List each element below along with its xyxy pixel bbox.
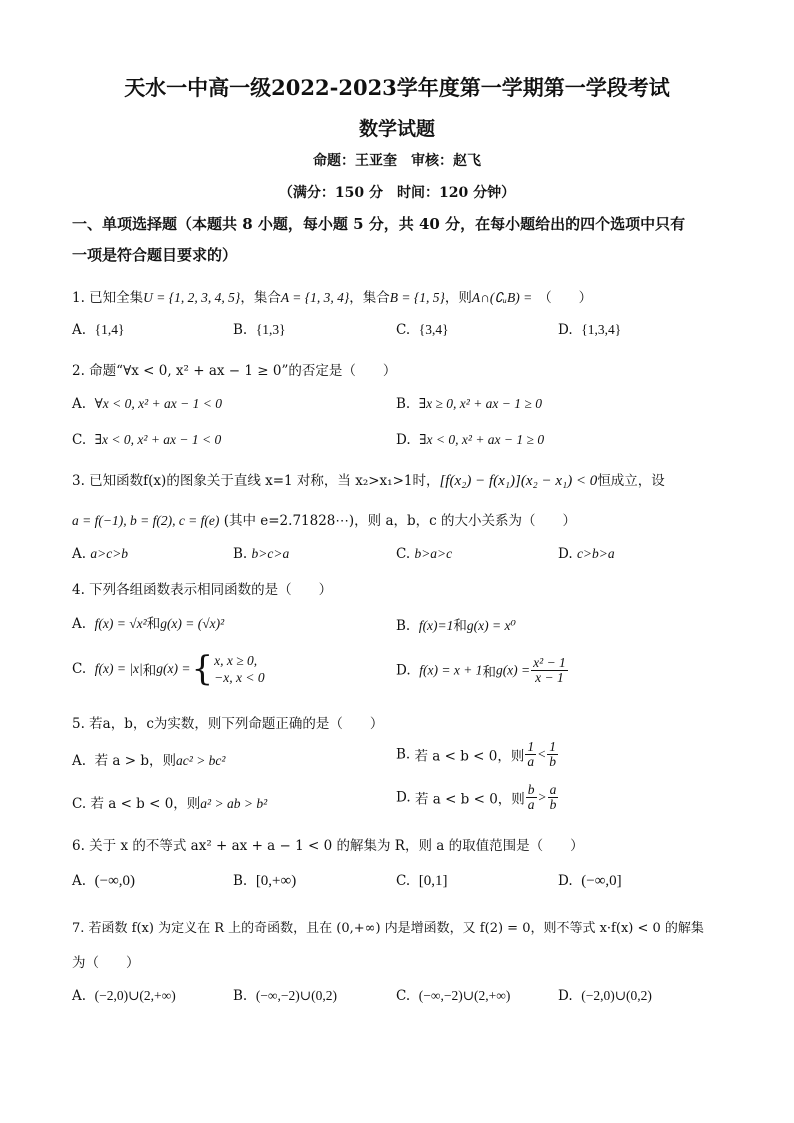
- q3-option-b[interactable]: B. b>c>a: [233, 546, 290, 562]
- q3-definitions: a = f(−1), b = f(2), c = f(e): [72, 513, 220, 528]
- q2-option-a[interactable]: A. ∀x < 0, x² + ax − 1 < 0: [72, 396, 223, 412]
- q5-option-b[interactable]: B. 若 a < b < 0，则 $\frac{1}{a}$ < $\frac{1}{b}$: [396, 739, 556, 770]
- q5-option-c[interactable]: C. 若 a < b < 0，则a² > ab > b²: [72, 796, 268, 812]
- q1-set-a: A = {1, 3, 4}: [280, 290, 350, 305]
- q4-option-b[interactable]: B. f(x)=1和g(x) = x⁰: [396, 618, 516, 634]
- q1-blank: （ ）: [538, 290, 593, 306]
- q3-option-a[interactable]: A. a>c>b: [72, 546, 129, 562]
- q2-option-b[interactable]: B. ∃x ≥ 0, x² + ax − 1 ≥ 0: [396, 396, 542, 412]
- question-6: 6. 关于 x 的不等式 ax² + ax + a − 1 < 0 的解集为 R，则 a 的取值范围是（ ）: [72, 838, 584, 854]
- q2-option-c[interactable]: C. ∃x < 0, x² + ax − 1 < 0: [72, 432, 222, 448]
- q1-mid1: ，集合: [240, 290, 281, 306]
- q1-option-a[interactable]: A. {1,4}: [72, 322, 125, 338]
- q1-mid2: ，集合: [349, 290, 390, 306]
- section-heading-line2: 一项是符合题目要求的）: [72, 246, 238, 264]
- question-4: 4. 下列各组函数表示相同函数的是（ ）: [72, 582, 333, 598]
- q4-piecewise: x, x ≥ 0, −x, x < 0: [214, 653, 265, 685]
- q7-option-c[interactable]: C. (−∞,−2)∪(2,+∞): [396, 988, 511, 1004]
- q1-prefix: 1. 已知全集: [72, 290, 144, 306]
- section-heading-line1: 一、单项选择题（本题共 8 小题，每小题 5 分，共 40 分，在每小题给出的四个选项中只有: [72, 215, 686, 233]
- q6-option-d[interactable]: D. (−∞,0]: [558, 873, 622, 889]
- q7-option-a[interactable]: A. (−2,0)∪(2,+∞): [72, 988, 176, 1004]
- q1-set-u: U = {1, 2, 3, 4, 5}: [143, 290, 241, 305]
- q4-fraction: $\frac{\text{x² − 1}}{x - 1}$: [533, 655, 566, 686]
- subject-title: 数学试题: [358, 118, 435, 140]
- q3-option-d[interactable]: D. c>b>a: [558, 546, 615, 562]
- q4-option-c[interactable]: C. f(x) = |x|和g(x) ={ x, x ≥ 0, −x, x < 0: [72, 649, 265, 689]
- authors-line: 命题：王亚奎 审核：赵飞: [313, 153, 481, 169]
- q3-option-c[interactable]: C. b>a>c: [396, 546, 453, 562]
- q5-option-d[interactable]: D. 若 a < b < 0，则 $\frac{b}{a}$ > $\frac{a}{b}$: [396, 782, 557, 813]
- q5-option-a[interactable]: A. 若 a > b，则ac² > bc²: [72, 753, 226, 769]
- question-5: 5. 若a，b，c为实数，则下列命题正确的是（ ）: [72, 716, 384, 732]
- question-3-line1: 3. 已知函数f(x)的图象关于直线 x=1 对称，当 x₂>x₁>1时，[f(x₂) − f(x₁)](x₂ − x₁) < 0恒成立，设: [72, 473, 665, 489]
- question-1: [72, 286, 592, 306]
- q1-option-d[interactable]: D. {1,3,4}: [558, 322, 622, 338]
- left-brace-icon: {: [191, 649, 214, 689]
- scoring-line: （满分：150 分 时间：120 分钟）: [278, 185, 516, 201]
- q1-mid3: ，则: [444, 290, 472, 306]
- question-3-line2: a = f(−1), b = f(2), c = f(e) (其中 e=2.71828⋯)，则 a，b，c 的大小关系为（ ）: [72, 513, 576, 529]
- q6-option-c[interactable]: C. [0,1]: [396, 873, 448, 889]
- question-7-line2: 为（ ）: [72, 955, 140, 971]
- q1-option-c[interactable]: C. {3,4}: [396, 322, 449, 338]
- q4-option-d[interactable]: D. f(x) = x + 1和g(x) = $\frac{\text{x² − 1}}{x - 1}$: [396, 655, 566, 686]
- q1-expr: A∩(∁ᵤB) =: [471, 290, 533, 305]
- q1-option-b[interactable]: B. {1,3}: [233, 322, 286, 338]
- q4-option-a[interactable]: A. f(x) = √x²和g(x) = (√x)²: [72, 616, 225, 632]
- q3-condition: [f(x₂) − f(x₁)](x₂ − x₁) < 0: [439, 473, 598, 489]
- q6-option-a[interactable]: A. (−∞,0): [72, 873, 136, 889]
- q1-set-b: B = {1, 5}: [389, 290, 445, 305]
- q7-option-b[interactable]: B. (−∞,−2)∪(0,2): [233, 988, 337, 1004]
- q2-option-d[interactable]: D. ∃x < 0, x² + ax − 1 ≥ 0: [396, 432, 545, 448]
- question-7-line1: 7. 若函数 f(x) 为定义在 R 上的奇函数，且在 (0,+∞) 内是增函数，又 f(2) = 0，则不等式 x·f(x) < 0 的解集: [72, 921, 704, 936]
- q7-option-d[interactable]: D. (−2,0)∪(0,2): [558, 988, 652, 1004]
- page-title: 天水一中高一级2022-2023学年度第一学期第一学段考试: [124, 75, 670, 100]
- q6-option-b[interactable]: B. [0,+∞): [233, 873, 297, 889]
- question-2: 2. 命题“∀x < 0, x² + ax − 1 ≥ 0”的否定是（ ）: [72, 363, 397, 379]
